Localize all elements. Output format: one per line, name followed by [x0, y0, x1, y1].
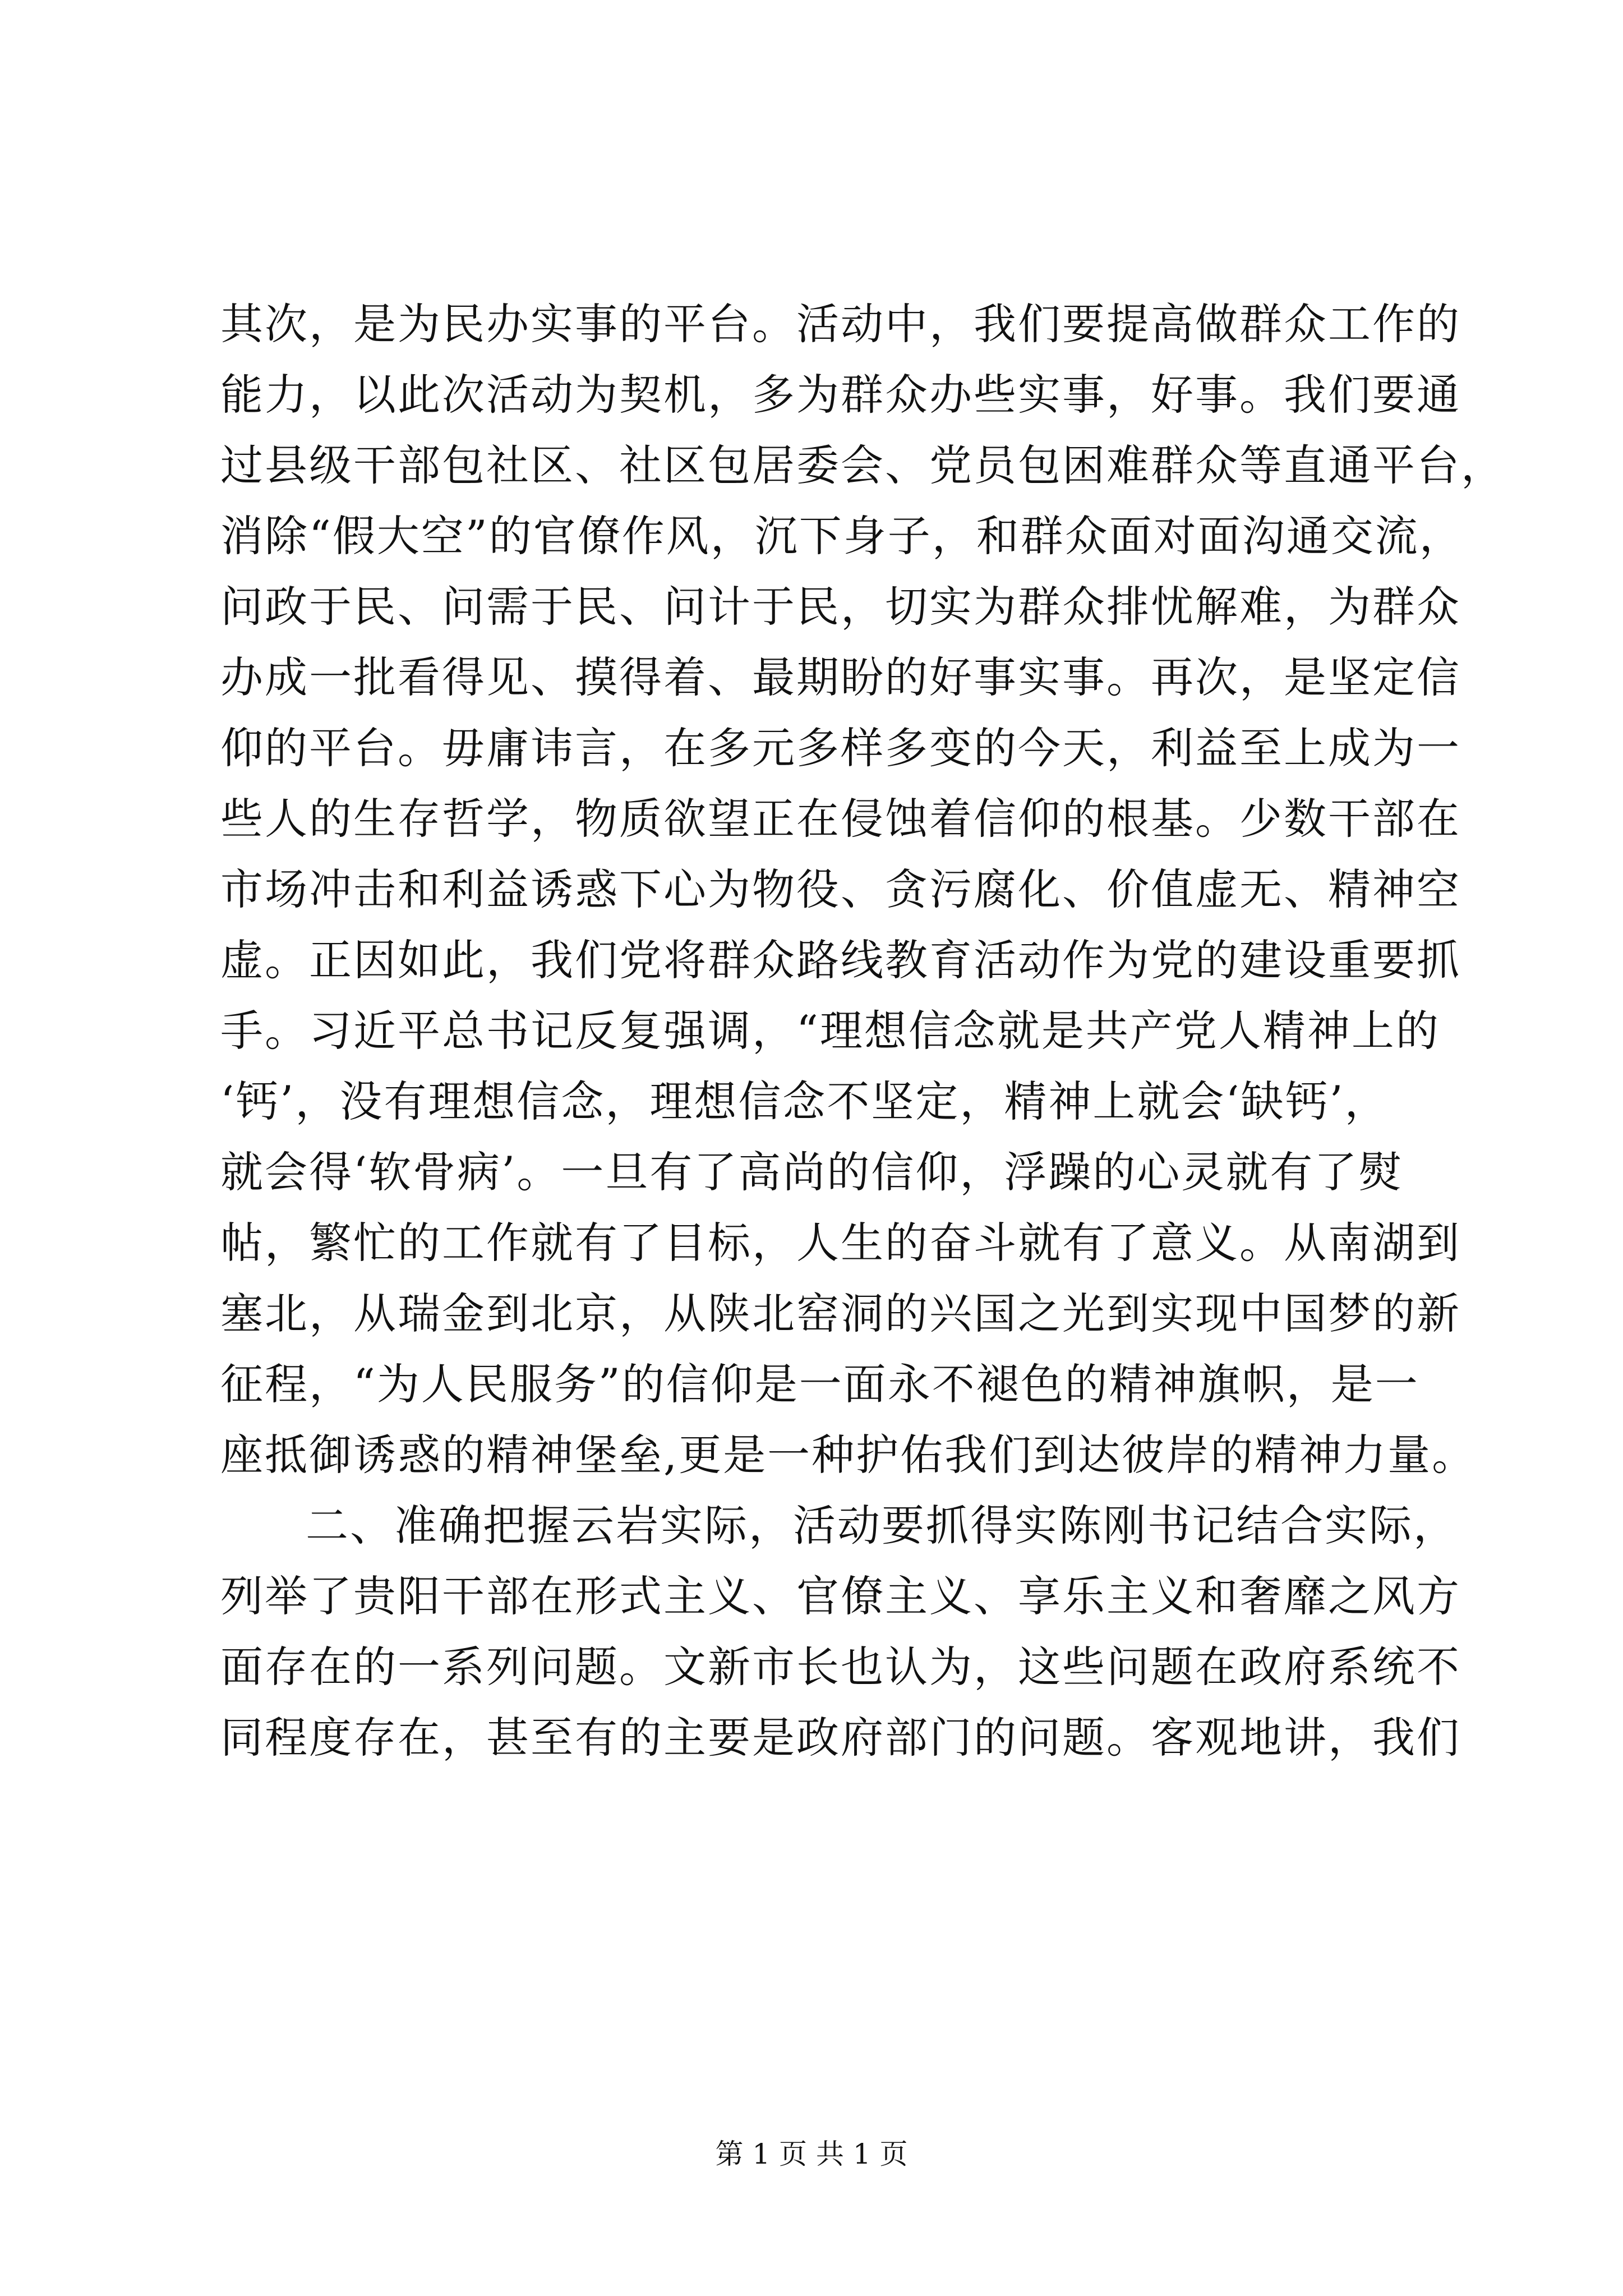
text-line: 就会得‘软骨病’。一旦有了高尚的信仰，浮躁的心灵就有了熨	[220, 1147, 1403, 1197]
text-line: 消除“假大空”的官僚作风，沉下身子，和群众面对面沟通交流，	[220, 511, 1464, 561]
text-line: ‘钙’，没有理想信念，理想信念不坚定，精神上就会‘缺钙’，	[220, 1076, 1389, 1126]
text-line: 同程度存在，甚至有的主要是政府部门的问题。客观地讲，我们	[220, 1713, 1461, 1763]
text-line: 列举了贵阳干部在形式主义、官僚主义、享乐主义和奢靡之风方	[220, 1571, 1461, 1621]
text-line: 些人的生存哲学，物质欲望正在侵蚀着信仰的根基。少数干部在	[220, 794, 1461, 844]
section-heading-line: 二、准确把握云岩实际，活动要抓得实陈刚书记结合实际，	[306, 1501, 1458, 1550]
text-line: 帖，繁忙的工作就有了目标，人生的奋斗就有了意义。从南湖到	[220, 1218, 1461, 1268]
text-line: 办成一批看得见、摸得着、最期盼的好事实事。再次，是坚定信	[220, 652, 1461, 702]
page-footer: 第 1 页 共 1 页	[715, 2138, 908, 2170]
text-line: 仰的平台。毋庸讳言，在多元多样多变的今天，利益至上成为一	[220, 723, 1461, 773]
body-text	[220, 289, 1505, 1773]
text-line: 塞北，从瑞金到北京，从陕北窑洞的兴国之光到实现中国梦的新	[220, 1289, 1461, 1338]
text-line: 虚。正因如此，我们党将群众路线教育活动作为党的建设重要抓	[220, 935, 1461, 985]
text-line: 座抵御诱惑的精神堡垒,更是一种护佑我们到达彼岸的精神力量。	[220, 1430, 1477, 1480]
text-line: 过县级干部包社区、社区包居委会、党员包困难群众等直通平台，	[220, 440, 1505, 490]
text-line: 市场冲击和利益诱惑下心为物役、贪污腐化、价值虚无、精神空	[220, 864, 1461, 914]
text-line: 问政于民、问需于民、问计于民，切实为群众排忧解难，为群众	[220, 582, 1461, 632]
text-line: 征程，“为人民服务”的信仰是一面永不褪色的精神旗帜，是一	[220, 1359, 1419, 1409]
text-line: 手。习近平总书记反复强调，“理想信念就是共产党人精神上的	[220, 1006, 1440, 1056]
text-line: 面存在的一系列问题。文新市长也认为，这些问题在政府系统不	[220, 1642, 1461, 1692]
text-line: 其次，是为民办实事的平台。活动中，我们要提高做群众工作的	[220, 299, 1461, 349]
text-line: 能力，以此次活动为契机，多为群众办些实事，好事。我们要通	[220, 370, 1461, 420]
